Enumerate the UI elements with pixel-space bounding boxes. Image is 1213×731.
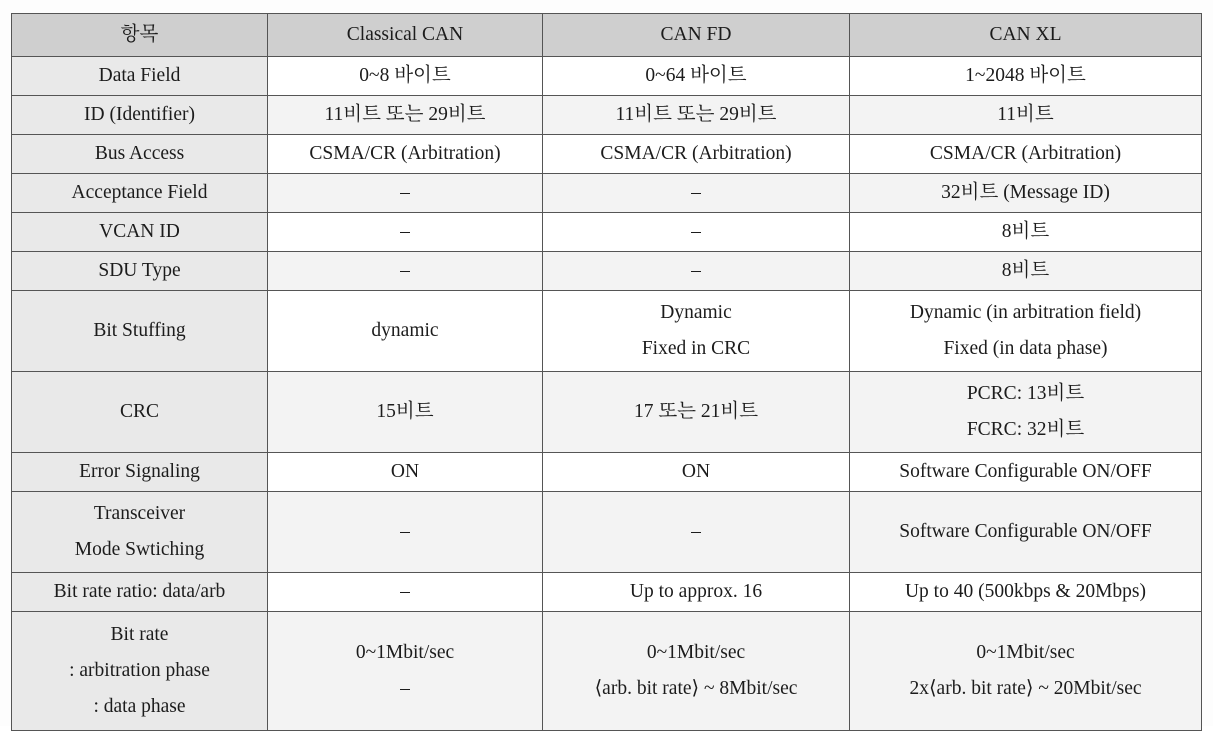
table-row xyxy=(12,492,1202,573)
cell-can-xl xyxy=(850,213,1202,252)
cell-line: : arbitration phase xyxy=(69,660,210,681)
cell-can-fd xyxy=(543,174,850,213)
cell-line: – xyxy=(691,521,701,542)
cell-line: 8비트 xyxy=(1001,221,1050,242)
header-can-fd: CAN FD xyxy=(543,14,850,57)
cell-line: 11비트 또는 29비트 xyxy=(615,104,777,125)
cell-label xyxy=(12,372,268,453)
cell-can-xl xyxy=(850,612,1202,731)
cell-line: : data phase xyxy=(93,696,186,717)
table-row xyxy=(12,372,1202,453)
cell-line: Bit rate xyxy=(110,624,169,645)
cell-line: Up to approx. 16 xyxy=(629,581,763,602)
cell-can-fd xyxy=(543,372,850,453)
cell-line: 1~2048 바이트 xyxy=(965,65,1086,86)
cell-label xyxy=(12,213,268,252)
cell-line: Software Configurable ON/OFF xyxy=(899,461,1152,482)
cell-label xyxy=(12,492,268,573)
cell-line: Fixed (in data phase) xyxy=(943,338,1108,359)
cell-line: CSMA/CR (Arbitration) xyxy=(309,143,501,164)
cell-classical-can xyxy=(268,57,543,96)
cell-line: 15비트 xyxy=(376,401,434,422)
cell-line: 0~8 바이트 xyxy=(359,65,451,86)
cell-line: 11비트 xyxy=(997,104,1054,125)
cell-line: CSMA/CR (Arbitration) xyxy=(600,143,792,164)
cell-label xyxy=(12,612,268,731)
cell-label xyxy=(12,57,268,96)
can-comparison-table xyxy=(11,13,1202,731)
cell-label xyxy=(12,174,268,213)
cell-classical-can xyxy=(268,492,543,573)
cell-line: Mode Swtiching xyxy=(74,539,205,560)
cell-line: Bus Access xyxy=(94,143,185,164)
cell-classical-can xyxy=(268,372,543,453)
table-row xyxy=(12,213,1202,252)
cell-label xyxy=(12,291,268,372)
cell-line: PCRC: 13비트 xyxy=(966,383,1085,404)
cell-line: Data Field xyxy=(98,65,181,86)
cell-classical-can xyxy=(268,573,543,612)
cell-classical-can xyxy=(268,213,543,252)
cell-can-fd xyxy=(543,291,850,372)
header-classical-can: Classical CAN xyxy=(268,14,543,57)
table-row xyxy=(12,453,1202,492)
cell-line: dynamic xyxy=(371,320,439,341)
table-header-row xyxy=(12,14,1202,57)
cell-can-xl xyxy=(850,573,1202,612)
cell-line: – xyxy=(400,521,410,542)
cell-can-xl xyxy=(850,57,1202,96)
cell-line: – xyxy=(691,182,701,203)
cell-line: 2x⟨arb. bit rate⟩ ~ 20Mbit/sec xyxy=(909,678,1142,699)
table-row xyxy=(12,612,1202,731)
table-row xyxy=(12,573,1202,612)
cell-line: – xyxy=(400,182,410,203)
cell-can-xl xyxy=(850,174,1202,213)
cell-line: Bit rate ratio: data/arb xyxy=(53,581,226,602)
cell-can-xl xyxy=(850,252,1202,291)
cell-line: Up to 40 (500kbps & 20Mbps) xyxy=(904,581,1147,602)
cell-label xyxy=(12,453,268,492)
header-can-xl: CAN XL xyxy=(850,14,1202,57)
cell-line: Software Configurable ON/OFF xyxy=(899,521,1152,542)
cell-can-fd xyxy=(543,213,850,252)
table-row xyxy=(12,57,1202,96)
cell-line: Dynamic xyxy=(660,302,732,323)
cell-can-fd xyxy=(543,135,850,174)
cell-can-xl xyxy=(850,135,1202,174)
cell-line: ON xyxy=(390,461,420,482)
cell-can-fd xyxy=(543,252,850,291)
cell-classical-can xyxy=(268,96,543,135)
cell-line: Error Signaling xyxy=(79,461,200,482)
cell-line: 0~64 바이트 xyxy=(645,65,747,86)
cell-line: Fixed in CRC xyxy=(641,338,751,359)
cell-line: SDU Type xyxy=(98,260,181,281)
cell-can-fd xyxy=(543,492,850,573)
cell-classical-can xyxy=(268,135,543,174)
cell-can-xl xyxy=(850,492,1202,573)
cell-line: – xyxy=(400,221,410,242)
cell-line: ON xyxy=(681,461,711,482)
cell-classical-can xyxy=(268,453,543,492)
cell-line: CRC xyxy=(119,401,160,422)
cell-line: FCRC: 32비트 xyxy=(966,419,1085,440)
cell-line: Acceptance Field xyxy=(71,182,208,203)
cell-label xyxy=(12,135,268,174)
cell-line: – xyxy=(691,260,701,281)
cell-label xyxy=(12,573,268,612)
header-item: 항목 xyxy=(12,14,268,57)
table-row xyxy=(12,135,1202,174)
cell-line: – xyxy=(400,678,410,699)
cell-label xyxy=(12,252,268,291)
cell-line: CSMA/CR (Arbitration) xyxy=(929,143,1122,164)
cell-classical-can xyxy=(268,291,543,372)
cell-can-fd xyxy=(543,96,850,135)
cell-can-xl xyxy=(850,96,1202,135)
cell-can-xl xyxy=(850,453,1202,492)
cell-line: – xyxy=(691,221,701,242)
cell-line: – xyxy=(400,260,410,281)
cell-line: 11비트 또는 29비트 xyxy=(324,104,486,125)
cell-classical-can xyxy=(268,174,543,213)
cell-line: 8비트 xyxy=(1001,260,1050,281)
cell-line: VCAN ID xyxy=(99,221,180,242)
cell-can-xl xyxy=(850,291,1202,372)
table-row xyxy=(12,174,1202,213)
table-row xyxy=(12,96,1202,135)
cell-line: – xyxy=(400,581,410,602)
cell-line: Transceiver xyxy=(93,503,186,524)
cell-line: Bit Stuffing xyxy=(93,320,186,341)
table-row xyxy=(12,291,1202,372)
cell-line: ID (Identifier) xyxy=(84,104,195,125)
cell-line: 0~1Mbit/sec xyxy=(646,642,746,663)
cell-can-fd xyxy=(543,453,850,492)
table-row xyxy=(12,252,1202,291)
cell-line: ⟨arb. bit rate⟩ ~ 8Mbit/sec xyxy=(594,678,798,699)
cell-line: 0~1Mbit/sec xyxy=(355,642,455,663)
cell-line: 32비트 (Message ID) xyxy=(941,182,1110,203)
cell-can-fd xyxy=(543,57,850,96)
cell-can-fd xyxy=(543,573,850,612)
cell-classical-can xyxy=(268,612,543,731)
cell-line: 0~1Mbit/sec xyxy=(976,642,1075,663)
cell-can-fd xyxy=(543,612,850,731)
cell-line: Dynamic (in arbitration field) xyxy=(909,302,1142,323)
cell-can-xl xyxy=(850,372,1202,453)
cell-classical-can xyxy=(268,252,543,291)
cell-line: 17 또는 21비트 xyxy=(633,401,759,422)
cell-label xyxy=(12,96,268,135)
